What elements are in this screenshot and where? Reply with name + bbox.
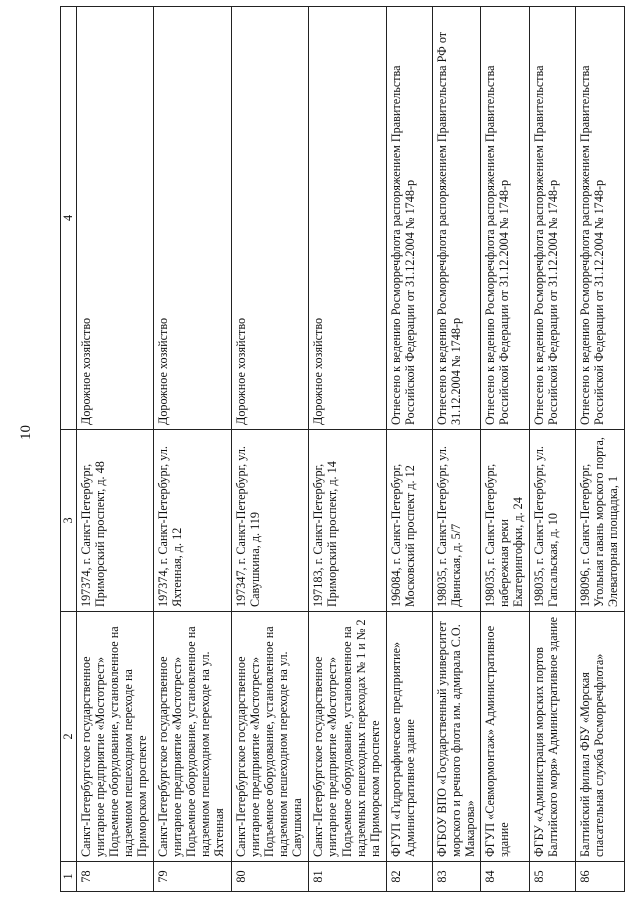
organization-cell: ФГУП «Гидрографическое предприятие» Административное здание	[387, 612, 432, 862]
page-number: 10	[18, 425, 34, 440]
row-number: 85	[529, 862, 575, 892]
row-number: 79	[154, 862, 232, 892]
header-col-1: 1	[61, 862, 77, 892]
organization-cell: ФГБУ «Администрация морских портов Балтийского моря» Административное здание	[529, 612, 575, 862]
address-cell: 197374, г. Санкт-Петербург, Приморский проспект, д. 48	[76, 430, 154, 612]
header-col-2: 2	[61, 612, 77, 862]
address-cell: 196084, г. Санкт-Петербург, Московский проспект д. 12	[387, 430, 432, 612]
table-row	[481, 7, 530, 892]
row-number: 78	[76, 862, 154, 892]
row-number: 84	[481, 862, 530, 892]
organization-cell: Санкт-Петербургское государственное унитарное предприятие «Мостотрест» Подъемное оборудование, установленное на надземном пешеходном переходе на ул. Савушкина	[231, 612, 309, 862]
objects-table	[60, 6, 625, 892]
note-cell: Дорожное хозяйство	[154, 7, 232, 430]
header-col-3: 3	[61, 430, 77, 612]
table-row	[231, 7, 309, 892]
organization-cell: Санкт-Петербургское государственное унитарное предприятие «Мостотрест» Подъемное оборудование, установленное на надземном пешеходном переходе на Приморском проспекте	[76, 612, 154, 862]
organization-cell: ФГУП «Севмормонтаж» Административное здание	[481, 612, 530, 862]
row-number: 83	[432, 862, 481, 892]
address-cell: 197183, г. Санкт-Петербург, Приморский проспект, д. 14	[309, 430, 387, 612]
organization-cell: ФГБОУ ВПО «Государственный университет морского и речного флота им. адмирала С.О. Макарова»	[432, 612, 481, 862]
header-col-4: 4	[61, 7, 77, 430]
table-row	[309, 7, 387, 892]
note-cell: Дорожное хозяйство	[231, 7, 309, 430]
row-number: 80	[231, 862, 309, 892]
address-cell: 198035, г. Санкт-Петербург, набережная реки Екатерингофки, д. 24	[481, 430, 530, 612]
address-cell: 198096, г. Санкт-Петербург, Угольная гавань морского порта, Элеваторная площадка, 1	[576, 430, 625, 612]
table-header-row	[61, 7, 77, 892]
note-cell: Отнесено к ведению Росморречфлота распоряжением Правительства Российской Федерации от 31.12.2004 № 1748-р	[481, 7, 530, 430]
row-number: 81	[309, 862, 387, 892]
table-row	[529, 7, 575, 892]
organization-cell: Санкт-Петербургское государственное унитарное предприятие «Мостотрест» Подъемное оборудование, установленное на надземных пешеходных переходах № 1 и № 2 на Приморском проспекте	[309, 612, 387, 862]
address-cell: 197374, г. Санкт-Петербург, ул. Яхтенная, д. 12	[154, 430, 232, 612]
table-row	[76, 7, 154, 892]
note-cell: Дорожное хозяйство	[309, 7, 387, 430]
organization-cell: Санкт-Петербургское государственное унитарное предприятие «Мостотрест» Подъемное оборудование, установленное на надземном пешеходном переходе на ул. Яхтенная	[154, 612, 232, 862]
table-row	[432, 7, 481, 892]
table-row	[154, 7, 232, 892]
table-row	[387, 7, 432, 892]
note-cell: Отнесено к ведению Росморречфлота распоряжением Правительства Российской Федерации от 31.12.2004 № 1748-р	[529, 7, 575, 430]
note-cell: Отнесено к ведению Росморречфлота распоряжением Правительства Российской Федерации от 31.12.2004 № 1748-р	[387, 7, 432, 430]
note-cell: Отнесено к ведению Росморречфлота распоряжением Правительства РФ от 31.12.2004 № 1748-р	[432, 7, 481, 430]
row-number: 86	[576, 862, 625, 892]
organization-cell: Балтийский филиал ФБУ «Морская спасательная служба Росморречфлота»	[576, 612, 625, 862]
address-cell: 198035, г. Санкт-Петербург, ул. Гапсальская, д. 10	[529, 430, 575, 612]
row-number: 82	[387, 862, 432, 892]
note-cell: Дорожное хозяйство	[76, 7, 154, 430]
note-cell: Отнесено к ведению Росморречфлота распоряжением Правительства Российской Федерации от 31.12.2004 № 1748-р	[576, 7, 625, 430]
table-row	[576, 7, 625, 892]
rotated-table-wrapper	[60, 7, 625, 892]
address-cell: 197347, г. Санкт-Петербург, ул. Савушкина, д. 119	[231, 430, 309, 612]
address-cell: 198035, г. Санкт-Петербург, ул. Двинская, д. 5/7	[432, 430, 481, 612]
